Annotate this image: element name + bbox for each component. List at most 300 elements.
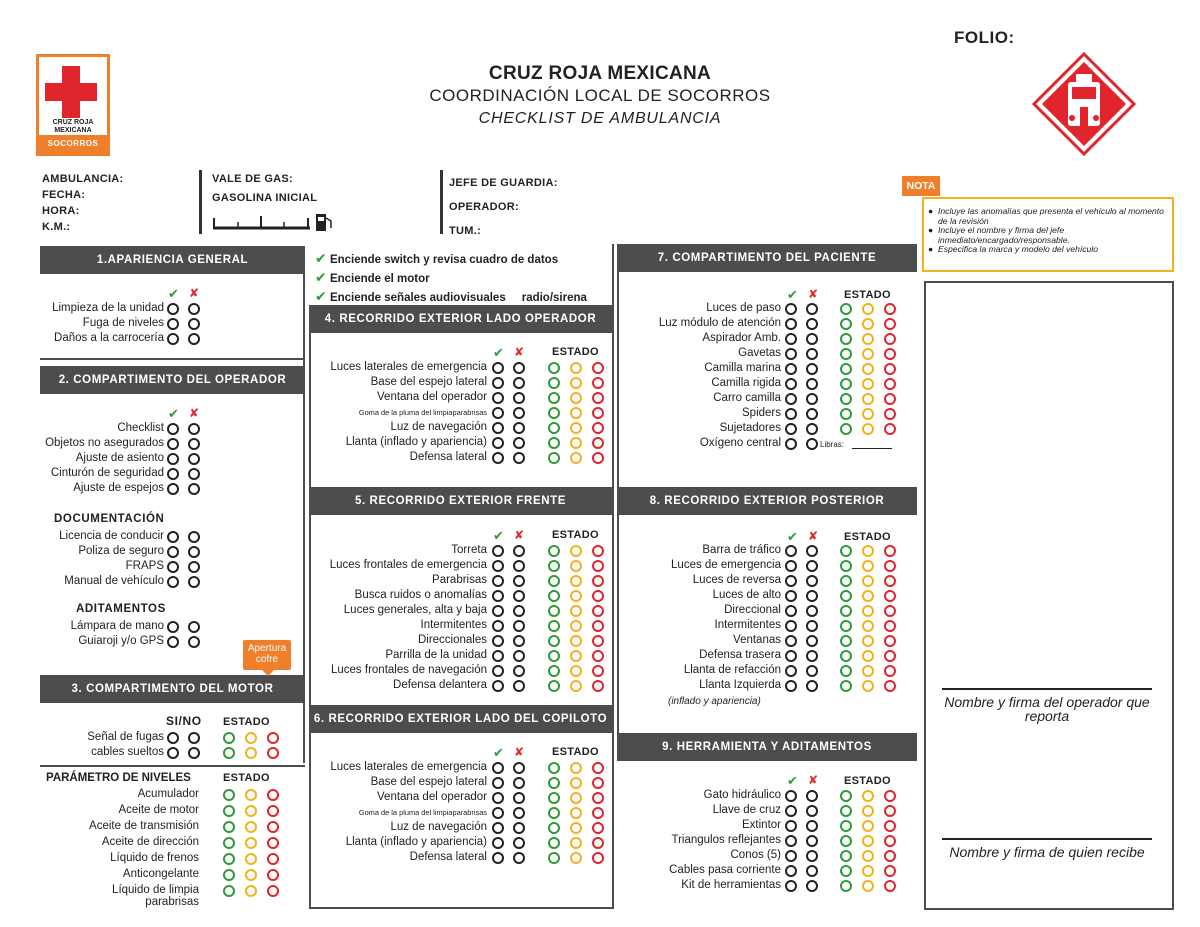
estado-good-radio[interactable] [840,575,852,587]
yes-radio[interactable] [785,820,797,832]
no-radio[interactable] [188,483,200,495]
checklist-item-label: Intermitentes [714,619,781,631]
no-radio[interactable] [806,635,818,647]
estado-bad-radio[interactable] [884,423,896,435]
no-radio[interactable] [806,880,818,892]
estado-good-radio[interactable] [840,590,852,602]
checklist-item-label: Luces frontales de emergencia [329,559,487,571]
checklist-item-label: Triangulos reflejantes [671,834,781,846]
no-radio[interactable] [806,303,818,315]
estado-good-radio[interactable] [840,805,852,817]
logo-band: SOCORROS [39,135,107,153]
radio-sirena-label: radio/sirena [521,292,587,304]
no-radio[interactable] [806,363,818,375]
section-header-5: 5. RECORRIDO EXTERIOR FRENTE [309,487,612,515]
checklist-item-label: Luz módulo de atención [658,317,781,329]
estado-bad-radio[interactable] [884,635,896,647]
checklist-item-label: Defensa trasera [699,649,781,661]
divider [199,170,202,234]
estado-bad-radio[interactable] [884,605,896,617]
x-icon: ✘ [514,345,525,359]
checklist-item-label: Ventana del operador [377,391,487,403]
yes-radio[interactable] [785,590,797,602]
no-radio[interactable] [806,438,818,450]
checklist-item-label: Anticongelante [122,868,199,880]
estado-good-radio[interactable] [840,635,852,647]
estado-fair-radio[interactable] [862,865,874,877]
checklist-item-label: Llanta de refacción [683,664,781,676]
libras-field[interactable] [852,448,892,449]
no-radio[interactable] [806,423,818,435]
estado-good-radio[interactable] [840,605,852,617]
yes-radio[interactable] [167,747,179,759]
no-radio[interactable] [806,790,818,802]
yes-radio[interactable] [785,560,797,572]
estado-fair-radio[interactable] [862,650,874,662]
yes-radio[interactable] [785,880,797,892]
no-radio[interactable] [806,650,818,662]
checklist-item-label: Luces de reversa [692,574,781,586]
estado-fair-radio[interactable] [862,378,874,390]
x-icon: ✘ [808,773,819,787]
estado-fair-radio[interactable] [862,590,874,602]
checklist-item-label: Direccional [724,604,781,616]
estado-good-radio[interactable] [840,408,852,420]
checklist-item-label: Defensa lateral [409,451,487,463]
estado-good-radio[interactable] [840,393,852,405]
checklist-item-label: Fuga de niveles [82,317,164,329]
estado-good-radio[interactable] [840,560,852,572]
signature-line[interactable] [942,688,1152,690]
check-icon: ✔ [168,286,179,301]
nota-item: Incluye las anomalías que presenta el vehículo al momento de la revisión [938,206,1164,226]
checklist-item-label: Defensa lateral [409,851,487,863]
yes-radio[interactable] [492,452,504,464]
no-radio[interactable] [806,805,818,817]
start-check-item: Enciende el motor [329,273,430,285]
estado-header: ESTADO [844,531,891,543]
estado-fair-radio[interactable] [245,732,257,744]
section-header-7: 7. COMPARTIMENTO DEL PACIENTE [617,244,917,272]
yes-radio[interactable] [785,850,797,862]
checklist-item-label: Llanta Izquierda [699,679,781,691]
no-radio[interactable] [806,620,818,632]
checklist-item-label: Señal de fugas [87,731,164,743]
no-radio[interactable] [806,665,818,677]
estado-good-radio[interactable] [840,303,852,315]
yes-radio[interactable] [785,650,797,662]
nota-list: ● Incluye las anomalías que presenta el vehículo al momento de la revisión ● Incluye el nombre y firma del jefe inmediato/encargado/responsable. ● Especifica la marca y modelo del vehículo [928,206,1164,255]
estado-good-radio[interactable] [840,348,852,360]
estado-fair-radio[interactable] [862,318,874,330]
estado-fair-radio[interactable] [862,805,874,817]
checklist-item-label: Base del espejo lateral [370,776,487,788]
checklist-item-label: Kit de herramientas [681,879,781,891]
yes-radio[interactable] [785,575,797,587]
estado-fair-radio[interactable] [862,850,874,862]
estado-good-radio[interactable] [223,732,235,744]
info-col3 [449,171,558,243]
estado-bad-radio[interactable] [884,303,896,315]
estado-bad-radio[interactable] [884,393,896,405]
checklist-item-label: Luz de navegación [390,821,487,833]
gasolina-inicial-label: GASOLINA INICIAL [212,192,318,204]
yes-radio[interactable] [785,303,797,315]
estado-bad-radio[interactable] [884,790,896,802]
section-header-3: 3. COMPARTIMENTO DEL MOTOR [40,675,305,703]
estado-header: ESTADO [552,746,599,758]
checklist-item-label: cables sueltos [91,746,164,758]
info-col2 [212,171,317,206]
check-icon: ✔ [315,250,327,266]
ambulance-emblem-icon [1032,52,1136,161]
yes-radio[interactable] [785,545,797,557]
checklist-item-label: Poliza de seguro [78,545,164,557]
checklist-item-label: Ventana del operador [377,791,487,803]
estado-fair-radio[interactable] [862,680,874,692]
nota-item: Especifica la marca y modelo del vehículo [938,244,1099,255]
no-radio[interactable] [806,560,818,572]
no-radio[interactable] [188,468,200,480]
estado-fair-radio[interactable] [862,303,874,315]
checklist-item-label: Acumulador [137,788,199,800]
yes-radio[interactable] [785,635,797,647]
checklist-item-label: Goma de la pluma del limpiaparabrisas [358,808,487,817]
yes-radio[interactable] [785,620,797,632]
checklist-item-label: Luces laterales de emergencia [330,761,487,773]
checklist-item-label: Aceite de transmisión [89,820,199,832]
estado-good-radio[interactable] [840,423,852,435]
yes-radio[interactable] [785,333,797,345]
estado-good-radio[interactable] [223,747,235,759]
section-header-9: 9. HERRAMIENTA Y ADITAMENTOS [617,733,917,761]
estado-bad-radio[interactable] [884,545,896,557]
estado-bad-radio[interactable] [884,620,896,632]
estado-good-radio[interactable] [840,665,852,677]
yes-radio[interactable] [785,790,797,802]
yes-radio[interactable] [167,468,179,480]
estado-good-radio[interactable] [840,545,852,557]
estado-good-radio[interactable] [840,850,852,862]
check-icon: ✔ [787,529,798,544]
estado-good-radio[interactable] [548,762,560,774]
estado-good-radio[interactable] [840,835,852,847]
section-header-4: 4. RECORRIDO EXTERIOR LADO OPERADOR [309,305,612,333]
no-radio[interactable] [806,850,818,862]
libras-label: Libras: [820,440,845,449]
estado-bad-radio[interactable] [884,680,896,692]
no-radio[interactable] [188,732,200,744]
x-icon: ✘ [189,406,200,420]
signature-panel [924,281,1174,910]
estado-fair-radio[interactable] [245,747,257,759]
yes-radio[interactable] [167,483,179,495]
yes-radio[interactable] [785,378,797,390]
estado-good-radio[interactable] [840,620,852,632]
no-radio[interactable] [806,680,818,692]
no-radio[interactable] [806,605,818,617]
checklist-item-label: Gato hidráulico [703,789,781,801]
estado-fair-radio[interactable] [862,665,874,677]
tum-label: TUM.: [449,225,482,237]
receiver-signature-label: Nombre y firma de quien recibe [949,844,1145,860]
ambulancia-label: AMBULANCIA: [42,173,124,185]
footnote-label: (inflado y apariencia) [668,696,761,707]
checklist-item-label: Barra de tráfico [702,544,781,556]
x-icon: ✘ [514,745,525,759]
estado-bad-radio[interactable] [592,452,604,464]
yes-radio[interactable] [785,408,797,420]
yes-radio[interactable] [785,438,797,450]
checklist-item-label: Cables pasa corriente [669,864,781,876]
checklist-item-label: parabrisas [145,896,199,908]
checklist-item-label: Intermitentes [420,619,487,631]
check-icon: ✔ [787,773,798,788]
no-radio[interactable] [806,865,818,877]
estado-good-radio[interactable] [840,333,852,345]
checklist-item-label: Luces de alto [712,589,781,601]
estado-fair-radio[interactable] [862,408,874,420]
estado-fair-radio[interactable] [862,333,874,345]
checklist-item-label: Luces frontales de navegación [331,664,487,676]
estado-fair-radio[interactable] [862,363,874,375]
estado-fair-radio[interactable] [862,575,874,587]
check-icon: ✔ [493,745,504,760]
x-icon: ✘ [808,529,819,543]
section-header-6: 6. RECORRIDO EXTERIOR LADO DEL COPILOTO [309,705,612,733]
folio-label: FOLIO: [954,28,1015,47]
no-radio[interactable] [806,318,818,330]
checklist-item-label: Parabrisas [432,574,487,586]
estado-header: ESTADO [552,529,599,541]
estado-fair-radio[interactable] [570,452,582,464]
checklist-item-label: Checklist [117,422,164,434]
logo-text-line1: CRUZ ROJA [52,119,94,126]
org-subtitle: COORDINACIÓN LOCAL DE SOCORROS [429,86,771,105]
checklist-item-label: Gavetas [738,347,781,359]
yes-radio[interactable] [785,835,797,847]
checklist-item-label: Aspirador Amb. [702,332,781,344]
fuel-gauge-icon [212,208,336,239]
estado-header: ESTADO [844,289,891,301]
no-radio[interactable] [806,545,818,557]
estado-fair-radio[interactable] [862,820,874,832]
document-title: CHECKLIST DE AMBULANCIA [478,110,722,127]
checklist-item-label: Busca ruidos o anomalías [354,589,487,601]
estado-fair-radio[interactable] [862,620,874,632]
no-radio[interactable] [806,393,818,405]
vale-gas-label: VALE DE GAS: [212,173,294,185]
estado-fair-radio[interactable] [862,835,874,847]
checklist-item-label: Llave de cruz [712,804,781,816]
start-check-item: Enciende switch y revisa cuadro de datos [329,254,559,266]
x-icon: ✘ [189,286,200,300]
org-title: CRUZ ROJA MEXICANA [488,63,712,84]
yes-radio[interactable] [785,865,797,877]
section-header-8: 8. RECORRIDO EXTERIOR POSTERIOR [617,487,917,515]
start-checks [315,250,587,307]
estado-fair-radio[interactable] [862,423,874,435]
estado-bad-radio[interactable] [592,762,604,774]
fecha-label: FECHA: [42,189,86,201]
check-icon: ✔ [315,269,327,285]
yes-radio[interactable] [785,805,797,817]
apertura-cofre-badge: Apertura cofre [243,640,291,670]
yes-radio[interactable] [785,423,797,435]
no-radio[interactable] [806,590,818,602]
estado-header: ESTADO [223,716,270,728]
yes-radio[interactable] [785,348,797,360]
estado-good-radio[interactable] [840,865,852,877]
estado-bad-radio[interactable] [267,747,279,759]
checklist-item-label: Ajuste de espejos [73,482,164,494]
estado-bad-radio[interactable] [884,348,896,360]
checklist-item-label: Luces de emergencia [671,559,781,571]
checklist-item-label: Torreta [451,544,487,556]
estado-bad-radio[interactable] [884,378,896,390]
logo-text-line2: MEXICANA [54,127,92,134]
estado-fair-radio[interactable] [862,605,874,617]
estado-bad-radio[interactable] [884,560,896,572]
yes-radio[interactable] [167,732,179,744]
estado-fair-radio[interactable] [862,880,874,892]
yes-radio[interactable] [167,531,179,543]
checklist-item-label: Luces de paso [706,302,781,314]
checklist-item-label: FRAPS [125,560,164,572]
no-radio[interactable] [806,378,818,390]
yes-radio[interactable] [492,762,504,774]
documentacion-title: DOCUMENTACIÓN [54,513,165,525]
estado-bad-radio[interactable] [884,835,896,847]
checklist-item-label: Guiaroji y/o GPS [78,635,164,647]
estado-good-radio[interactable] [840,880,852,892]
estado-bad-radio[interactable] [267,732,279,744]
estado-good-radio[interactable] [840,820,852,832]
section-header-2: 2. COMPARTIMENTO DEL OPERADOR [40,366,305,394]
checklist-item-label: Licencia de conducir [59,530,164,542]
checklist-item-label: Conos (5) [730,849,781,861]
hora-label: HORA: [42,205,80,217]
estado-fair-radio[interactable] [862,790,874,802]
estado-bad-radio[interactable] [884,363,896,375]
checklist-item-label: Carro camilla [713,392,781,404]
estado-good-radio[interactable] [840,680,852,692]
estado-fair-radio[interactable] [862,635,874,647]
estado-fair-radio[interactable] [862,348,874,360]
check-icon: ✔ [493,528,504,543]
yes-radio[interactable] [785,665,797,677]
no-radio[interactable] [806,348,818,360]
estado-header: ESTADO [223,772,270,784]
estado-good-radio[interactable] [548,452,560,464]
estado-bad-radio[interactable] [884,650,896,662]
checklist-item-label: Líquido de frenos [110,852,199,864]
x-icon: ✘ [514,528,525,542]
check-icon: ✔ [787,287,798,302]
estado-header: ESTADO [844,775,891,787]
estado-bad-radio[interactable] [884,318,896,330]
no-radio[interactable] [806,333,818,345]
checklist-item-label: Objetos no asegurados [45,437,164,449]
signature-line[interactable] [942,838,1152,840]
estado-good-radio[interactable] [840,378,852,390]
estado-bad-radio[interactable] [884,880,896,892]
no-radio[interactable] [806,835,818,847]
estado-bad-radio[interactable] [884,805,896,817]
estado-bad-radio[interactable] [884,820,896,832]
no-radio[interactable] [806,820,818,832]
estado-bad-radio[interactable] [884,850,896,862]
check-icon: ✔ [315,288,327,304]
checklist-item-label: Oxígeno central [699,437,781,449]
check-icon: ✔ [493,345,504,360]
yes-radio[interactable] [785,605,797,617]
checklist-item-label: Sujetadores [719,422,781,434]
no-radio[interactable] [806,575,818,587]
start-check-item: Enciende señales audiovisuales [329,292,506,304]
estado-bad-radio[interactable] [884,408,896,420]
checklist-item-label: Defensa delantera [393,679,487,691]
checklist-item-label: Aceite de motor [118,804,199,816]
yes-radio[interactable] [785,393,797,405]
estado-fair-radio[interactable] [570,762,582,774]
info-col1 [42,171,124,235]
yes-radio[interactable] [785,680,797,692]
estado-good-radio[interactable] [840,650,852,662]
divider [440,170,443,234]
estado-bad-radio[interactable] [884,665,896,677]
yes-radio[interactable] [785,363,797,375]
border [303,703,305,763]
checklist-item-label: Manual de vehículo [64,575,164,587]
checklist-item-label: Luces laterales de emergencia [330,361,487,373]
checklist-item-label: Lámpara de mano [70,620,164,632]
cruz-roja-logo [36,54,110,156]
checklist-item-label: Daños a la carrocería [54,332,164,344]
checklist-item-label: Camilla marina [704,362,781,374]
no-radio[interactable] [513,762,525,774]
operator-signature-label: Nombre y firma del operador que reporta [944,694,1150,724]
no-radio[interactable] [513,452,525,464]
border [309,907,614,909]
checklist-item-label: Parrilla de la unidad [385,649,487,661]
estado-bad-radio[interactable] [884,333,896,345]
nota-item: Incluye el nombre y firma del jefe inmediato/encargado/responsable. [938,225,1070,245]
x-icon: ✘ [808,287,819,301]
no-radio[interactable] [188,747,200,759]
km-label: K.M.: [42,221,71,233]
si-no-header: SI/NO [166,714,202,728]
estado-good-radio[interactable] [840,318,852,330]
checklist-item-label: Spiders [742,407,781,419]
checklist-item-label: Luces generales, alta y baja [343,604,487,616]
estado-bad-radio[interactable] [884,590,896,602]
checklist-item-label: Ajuste de asiento [75,452,164,464]
estado-bad-radio[interactable] [884,865,896,877]
estado-good-radio[interactable] [840,363,852,375]
estado-fair-radio[interactable] [862,545,874,557]
no-radio[interactable] [188,531,200,543]
yes-radio[interactable] [785,318,797,330]
estado-fair-radio[interactable] [862,560,874,572]
estado-good-radio[interactable] [840,790,852,802]
no-radio[interactable] [806,408,818,420]
aditamentos-title: ADITAMENTOS [76,603,166,615]
checklist-item-label: Llanta (inflado y apariencia) [345,436,487,448]
estado-bad-radio[interactable] [884,575,896,587]
checklist-item-label: Ventanas [733,634,781,646]
estado-fair-radio[interactable] [862,393,874,405]
